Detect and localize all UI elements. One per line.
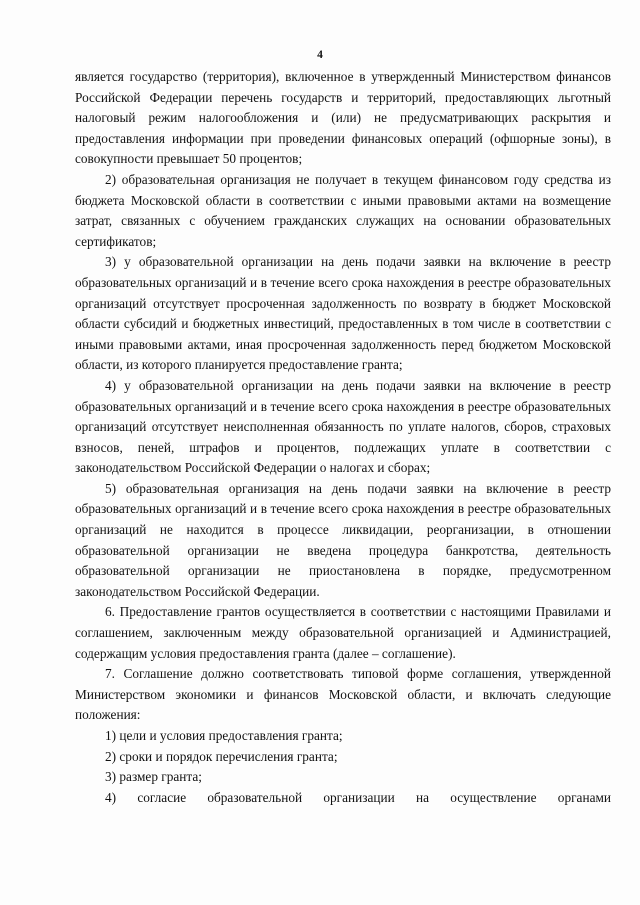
list-item-1: 1) цели и условия предоставления гранта; bbox=[105, 728, 343, 743]
list-item-2: 2) сроки и порядок перечисления гранта; bbox=[105, 748, 338, 764]
page-number: 4 bbox=[317, 49, 323, 61]
paragraph-item-7: 7. Соглашение должно соответствовать типовой форме соглашения, утвержденной Министерством экономики и финансов Московской области, и включать следующие положения: bbox=[75, 666, 611, 723]
list-item-3: 3) размер гранта; bbox=[105, 769, 202, 785]
paragraph-condition-2: 2) образовательная организация не получает в текущем финансовом году средства из бюджета Московской области в соответствии с иными правовыми актами на возмещение затрат, связанных с обучением гражданских служащих на основании образовательных сертификатов; bbox=[75, 171, 611, 249]
paragraph-condition-3: 3) у образовательной организации на день подачи заявки на включение в реестр образовательных организаций и в течение всего срока нахождения в реестре образовательных организаций отсутствует просроченная задолженность по возврату в бюджет Московской области субсидий и бюджетных инвестиций, предоставленных в том числе в соответствии с иными правовыми актами, иная просроченная задолженность перед бюджетом Московской области, из которого планируется предоставление гранта; bbox=[75, 254, 611, 373]
paragraph-offshore-continuation: является государство (территория), включенное в утвержденный Министерством финансов Российской Федерации перечень государств и территорий, предоставляющих льготный налоговый режим налогообложения и (или) не предусматривающих раскрытия и предоставления информации при проведении финансовых операций (офшорные зоны), в совокупности превышает 50 процентов; bbox=[75, 69, 611, 167]
document-body bbox=[75, 67, 611, 808]
list-item-4: 4) согласие образовательной организации на осуществление органами bbox=[105, 789, 611, 805]
paragraph-condition-4: 4) у образовательной организации на день подачи заявки на включение в реестр образовательных организаций и в течение всего срока нахождения в реестре образовательных организаций отсутствует неисполненная обязанность по уплате налогов, сборов, страховых взносов, пеней, штрафов и процентов, подлежащих уплате в соответствии с законодательством Российской Федерации о налогах и сборах; bbox=[75, 377, 611, 476]
paragraph-condition-5: 5) образовательная организация на день подачи заявки на включение в реестр образовательных организаций и в течение всего срока нахождения в реестре образовательных организаций не находится в процессе ликвидации, реорганизации, в отношении образовательной организации не введена процедура банкротства, деятельность образовательной организации не приостановлена в порядке, предусмотренном законодательством Российской Федерации. bbox=[75, 480, 611, 599]
paragraph-item-6: 6. Предоставление грантов осуществляется в соответствии с настоящими Правилами и соглашением, заключенным между образовательной организацией и Администрацией, содержащим условия предоставления гранта (далее – соглашение). bbox=[75, 604, 611, 661]
